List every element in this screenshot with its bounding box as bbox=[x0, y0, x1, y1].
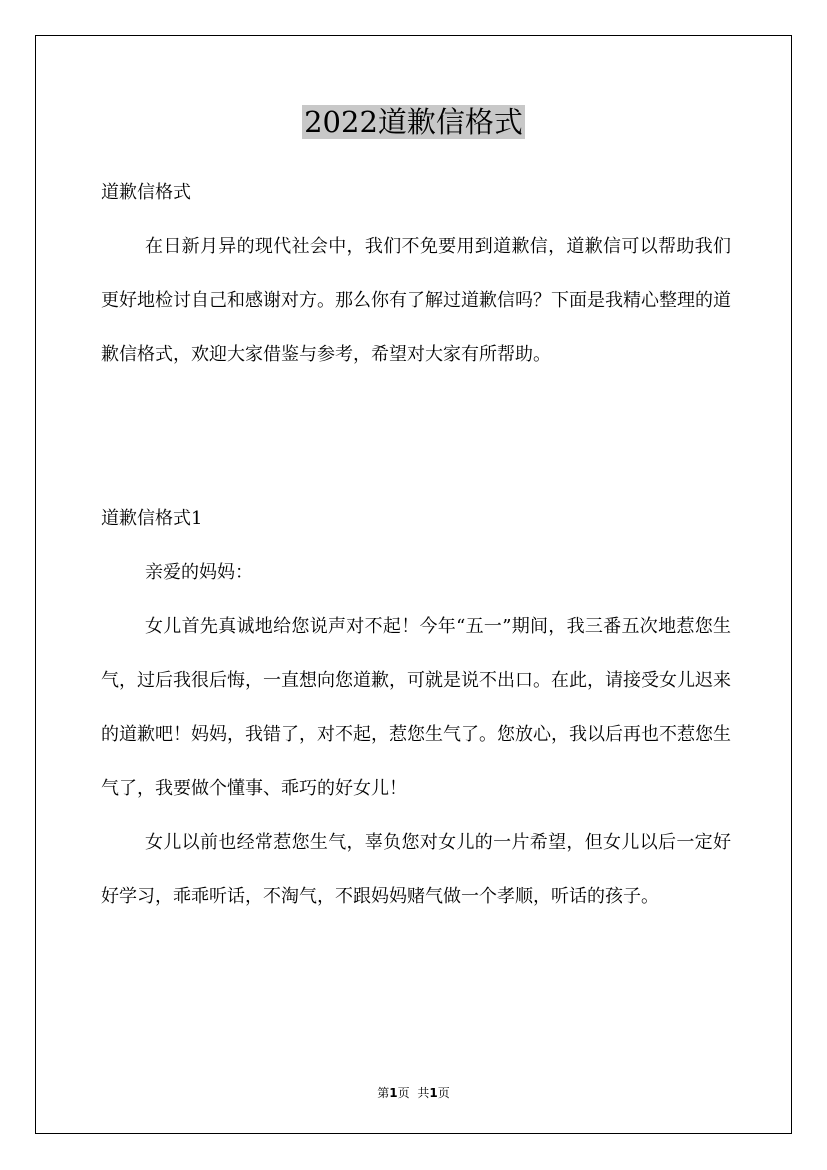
footer-page-suffix: 页 bbox=[397, 1086, 410, 1100]
footer-page-prefix: 第 bbox=[377, 1086, 390, 1100]
footer-total-number: 1 bbox=[429, 1086, 438, 1100]
letter-paragraph-2: 女儿以前也经常惹您生气，辜负您对女儿的一片希望，但女儿以后一定好好学习，乖乖听话，不淘气，不跟妈妈赌气做一个孝顺，听话的孩子。 bbox=[101, 832, 731, 907]
section-heading-1: 道歉信格式1 bbox=[101, 508, 203, 529]
document-title bbox=[0, 103, 827, 141]
intro-paragraph: 在日新月异的现代社会中，我们不免要用到道歉信，道歉信可以帮助我们更好地检讨自己和感谢对方。那么你有了解过道歉信吗？下面是我精心整理的道歉信格式，欢迎大家借鉴与参考，希望对大家有所帮助。 bbox=[101, 236, 731, 365]
letter-body bbox=[101, 546, 731, 924]
page-footer bbox=[0, 1084, 827, 1101]
letter-paragraph-1: 女儿首先真诚地给您说声对不起！今年“五一”期间，我三番五次地惹您生气，过后我很后悔，一直想向您道歉，可就是说不出口。在此，请接受女儿迟来的道歉吧！妈妈，我错了，对不起，惹您生气了。您放心，我以后再也不惹您生气了，我要做个懂事、乖巧的好女儿！ bbox=[101, 616, 731, 799]
footer-total-prefix: 共 bbox=[417, 1086, 430, 1100]
footer-page-number: 1 bbox=[389, 1086, 398, 1100]
salutation: 亲爱的妈妈： bbox=[145, 562, 253, 583]
section-heading-intro: 道歉信格式 bbox=[101, 182, 191, 203]
title-text: 2022道歉信格式 bbox=[304, 105, 523, 139]
intro-block bbox=[101, 220, 731, 382]
footer-total-suffix: 页 bbox=[437, 1086, 450, 1100]
